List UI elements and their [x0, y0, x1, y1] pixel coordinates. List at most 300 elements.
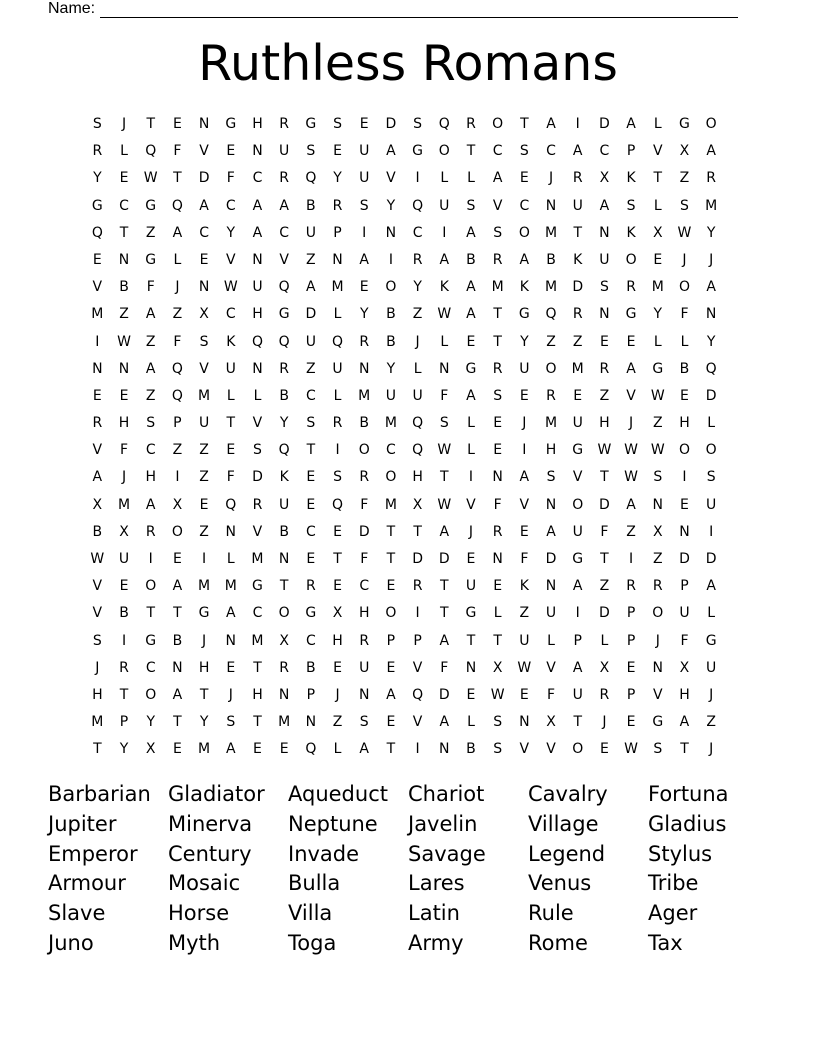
grid-letter[interactable]: J [629, 415, 634, 432]
grid-letter[interactable]: T [93, 741, 102, 758]
grid-letter[interactable]: L [440, 333, 449, 350]
grid-letter[interactable]: E [493, 442, 503, 459]
grid-letter[interactable]: C [252, 605, 263, 622]
grid-letter[interactable]: C [279, 224, 290, 241]
grid-letter[interactable]: A [546, 116, 556, 132]
grid-letter[interactable]: Y [93, 170, 102, 187]
grid-letter[interactable]: F [680, 632, 689, 649]
grid-letter[interactable]: A [279, 197, 289, 214]
grid-letter[interactable]: U [706, 659, 717, 676]
grid-letter[interactable]: P [333, 224, 342, 241]
grid-letter[interactable]: N [172, 659, 183, 676]
grid-letter[interactable]: T [199, 686, 209, 703]
grid-letter[interactable]: Z [546, 333, 556, 350]
grid-letter[interactable]: U [359, 170, 370, 187]
grid-letter[interactable]: F [120, 442, 129, 459]
grid-letter[interactable]: T [600, 469, 609, 486]
grid-letter[interactable]: S [680, 197, 689, 214]
grid-letter[interactable]: V [572, 469, 583, 486]
grid-letter[interactable]: T [520, 116, 529, 132]
grid-letter[interactable]: L [333, 387, 342, 404]
grid-letter[interactable]: C [305, 387, 316, 404]
grid-letter[interactable]: L [467, 442, 475, 459]
grid-letter[interactable]: Q [145, 143, 157, 160]
grid-letter[interactable]: U [679, 605, 690, 622]
grid-letter[interactable]: E [333, 143, 342, 160]
grid-letter[interactable]: D [358, 523, 370, 540]
grid-letter[interactable]: A [439, 251, 450, 268]
grid-letter[interactable]: I [629, 551, 634, 567]
grid-letter[interactable]: E [306, 496, 316, 513]
grid-letter[interactable]: J [95, 659, 100, 676]
grid-letter[interactable]: I [682, 469, 687, 486]
grid-letter[interactable]: W [437, 306, 452, 323]
grid-letter[interactable]: Y [520, 333, 529, 350]
grid-letter[interactable]: A [252, 224, 263, 241]
grid-letter[interactable]: F [146, 279, 155, 296]
grid-letter[interactable]: O [705, 442, 717, 459]
grid-letter[interactable]: F [173, 143, 182, 160]
grid-letter[interactable]: C [386, 442, 396, 459]
grid-letter[interactable]: P [626, 686, 636, 703]
grid-letter[interactable]: R [279, 659, 290, 676]
grid-letter[interactable]: N [278, 551, 290, 567]
grid-letter[interactable]: E [119, 578, 129, 595]
grid-letter[interactable]: F [493, 496, 502, 513]
grid-letter[interactable]: Q [412, 442, 424, 459]
grid-letter[interactable]: B [466, 741, 476, 758]
grid-letter[interactable]: U [599, 251, 610, 268]
grid-letter[interactable]: A [359, 741, 369, 758]
grid-letter[interactable]: Z [199, 523, 209, 540]
grid-letter[interactable]: F [360, 496, 369, 513]
grid-letter[interactable]: G [278, 306, 290, 323]
grid-letter[interactable]: A [386, 686, 396, 703]
grid-letter[interactable]: Q [171, 197, 183, 214]
grid-letter[interactable]: Y [386, 197, 396, 214]
grid-letter[interactable]: V [492, 197, 503, 214]
grid-letter[interactable]: H [145, 469, 156, 486]
grid-letter[interactable]: A [572, 143, 583, 160]
grid-letter[interactable]: E [466, 686, 476, 703]
grid-letter[interactable]: A [519, 469, 530, 486]
grid-letter[interactable]: B [279, 387, 289, 404]
grid-letter[interactable]: C [119, 197, 129, 214]
grid-letter[interactable]: R [92, 143, 103, 160]
grid-letter[interactable]: G [705, 632, 717, 649]
grid-letter[interactable]: W [223, 279, 238, 296]
grid-letter[interactable]: A [306, 279, 316, 296]
grid-letter[interactable]: H [92, 686, 103, 703]
grid-letter[interactable]: E [466, 551, 476, 567]
grid-letter[interactable]: E [199, 251, 209, 268]
grid-letter[interactable]: W [650, 442, 665, 459]
grid-letter[interactable]: M [198, 387, 211, 404]
grid-letter[interactable]: W [490, 686, 505, 703]
grid-letter[interactable]: P [626, 632, 636, 649]
grid-letter[interactable]: E [493, 578, 503, 595]
grid-letter[interactable]: P [119, 714, 129, 731]
grid-letter[interactable]: C [225, 306, 236, 323]
grid-letter[interactable]: S [653, 469, 663, 486]
grid-letter[interactable]: S [706, 469, 716, 486]
grid-letter[interactable]: S [146, 415, 156, 432]
grid-letter[interactable]: M [491, 279, 504, 296]
grid-letter[interactable]: P [573, 632, 582, 649]
grid-letter[interactable]: G [305, 116, 317, 132]
grid-letter[interactable]: T [466, 143, 476, 160]
grid-letter[interactable]: N [225, 632, 237, 649]
grid-letter[interactable]: F [547, 686, 556, 703]
grid-letter[interactable]: L [467, 415, 475, 432]
grid-letter[interactable]: O [572, 496, 584, 513]
grid-letter[interactable]: R [412, 578, 423, 595]
grid-letter[interactable]: T [173, 714, 182, 731]
grid-letter[interactable]: U [305, 224, 316, 241]
grid-letter[interactable]: J [121, 469, 127, 486]
grid-letter[interactable]: Z [599, 387, 610, 404]
grid-letter[interactable]: T [440, 469, 449, 486]
grid-letter[interactable]: I [202, 551, 207, 567]
grid-letter[interactable]: A [466, 306, 476, 323]
grid-letter[interactable]: V [279, 251, 289, 268]
grid-letter[interactable]: I [709, 523, 714, 540]
grid-letter[interactable]: N [439, 741, 450, 758]
grid-letter[interactable]: V [199, 360, 209, 377]
grid-letter[interactable]: S [599, 279, 609, 296]
grid-letter[interactable]: M [571, 360, 584, 377]
grid-letter[interactable]: N [198, 279, 210, 296]
grid-letter[interactable]: G [572, 551, 584, 567]
grid-letter[interactable]: O [358, 442, 370, 459]
grid-letter[interactable]: U [225, 360, 236, 377]
grid-letter[interactable]: R [332, 197, 343, 214]
grid-letter[interactable]: T [253, 714, 262, 731]
grid-letter[interactable]: V [92, 279, 103, 296]
grid-letter[interactable]: J [548, 170, 554, 187]
grid-letter[interactable]: Z [706, 714, 716, 731]
grid-letter[interactable]: W [597, 442, 612, 459]
grid-letter[interactable]: E [92, 387, 102, 404]
grid-letter[interactable]: N [465, 659, 477, 676]
grid-letter[interactable]: A [439, 714, 450, 731]
grid-letter[interactable]: M [251, 632, 264, 649]
grid-letter[interactable]: O [678, 279, 690, 296]
grid-letter[interactable]: U [359, 659, 370, 676]
grid-letter[interactable]: T [306, 442, 316, 459]
grid-letter[interactable]: O [705, 116, 717, 132]
grid-letter[interactable]: J [655, 632, 660, 649]
grid-letter[interactable]: C [252, 170, 263, 187]
grid-letter[interactable]: S [626, 197, 636, 214]
grid-letter[interactable]: X [652, 523, 663, 540]
grid-letter[interactable]: A [546, 523, 556, 540]
grid-letter[interactable]: S [466, 197, 476, 214]
grid-letter[interactable]: A [199, 197, 209, 214]
grid-letter[interactable]: E [226, 143, 236, 160]
grid-letter[interactable]: X [599, 659, 610, 676]
grid-letter[interactable]: I [442, 224, 447, 241]
grid-letter[interactable]: R [119, 659, 129, 676]
grid-letter[interactable]: L [707, 605, 716, 622]
grid-letter[interactable]: M [651, 279, 664, 296]
grid-letter[interactable]: E [386, 578, 396, 595]
grid-letter[interactable]: E [333, 578, 342, 595]
grid-letter[interactable]: T [413, 523, 422, 540]
grid-letter[interactable]: E [279, 741, 289, 758]
grid-letter[interactable]: R [706, 170, 717, 187]
grid-letter[interactable]: Z [332, 714, 343, 731]
grid-letter[interactable]: E [386, 714, 396, 731]
grid-letter[interactable]: V [92, 442, 103, 459]
grid-letter[interactable]: R [359, 632, 370, 649]
grid-letter[interactable]: G [652, 360, 664, 377]
grid-letter[interactable]: T [146, 605, 155, 622]
grid-letter[interactable]: R [305, 578, 316, 595]
grid-letter[interactable]: V [519, 496, 530, 513]
grid-letter[interactable]: E [519, 686, 529, 703]
grid-letter[interactable]: E [573, 387, 583, 404]
grid-letter[interactable]: J [682, 251, 687, 268]
grid-letter[interactable]: L [653, 197, 662, 214]
grid-letter[interactable]: C [305, 632, 316, 649]
grid-letter[interactable]: U [412, 387, 423, 404]
grid-letter[interactable]: C [305, 523, 316, 540]
grid-letter[interactable]: G [91, 197, 103, 214]
grid-letter[interactable]: C [359, 578, 370, 595]
grid-letter[interactable]: V [626, 387, 636, 404]
grid-letter[interactable]: E [519, 523, 529, 540]
grid-letter[interactable]: O [145, 686, 157, 703]
grid-letter[interactable]: S [199, 333, 209, 350]
grid-letter[interactable]: A [145, 496, 156, 513]
grid-letter[interactable]: T [333, 551, 342, 567]
grid-letter[interactable]: C [145, 659, 156, 676]
grid-letter[interactable]: E [653, 251, 663, 268]
grid-letter[interactable]: S [333, 116, 342, 132]
grid-letter[interactable]: H [252, 116, 263, 132]
grid-letter[interactable]: K [626, 224, 636, 241]
grid-letter[interactable]: U [572, 686, 583, 703]
grid-letter[interactable]: Z [145, 333, 156, 350]
grid-letter[interactable]: A [706, 578, 716, 595]
grid-letter[interactable]: M [251, 551, 264, 567]
grid-letter[interactable]: U [572, 197, 583, 214]
grid-letter[interactable]: H [332, 632, 343, 649]
grid-letter[interactable]: O [438, 143, 450, 160]
grid-letter[interactable]: R [572, 306, 583, 323]
grid-letter[interactable]: X [279, 632, 289, 649]
grid-letter[interactable]: A [145, 306, 156, 323]
grid-letter[interactable]: K [519, 279, 529, 296]
grid-letter[interactable]: E [359, 116, 369, 132]
grid-letter[interactable]: Z [599, 578, 610, 595]
grid-letter[interactable]: A [572, 578, 583, 595]
grid-letter[interactable]: Z [172, 306, 183, 323]
grid-letter[interactable]: T [119, 224, 129, 241]
grid-letter[interactable]: L [467, 714, 475, 731]
grid-letter[interactable]: U [332, 360, 343, 377]
grid-letter[interactable]: L [226, 387, 235, 404]
grid-letter[interactable]: E [626, 659, 636, 676]
grid-letter[interactable]: Z [145, 387, 156, 404]
grid-letter[interactable]: A [706, 143, 716, 160]
grid-letter[interactable]: B [386, 333, 396, 350]
grid-letter[interactable]: N [332, 251, 343, 268]
grid-letter[interactable]: V [225, 251, 236, 268]
grid-letter[interactable]: Z [172, 442, 183, 459]
grid-letter[interactable]: I [388, 251, 393, 268]
grid-letter[interactable]: P [626, 605, 636, 622]
grid-letter[interactable]: V [252, 415, 263, 432]
grid-letter[interactable]: E [119, 387, 129, 404]
grid-letter[interactable]: B [172, 632, 183, 649]
grid-letter[interactable]: Z [626, 523, 636, 540]
grid-letter[interactable]: G [145, 197, 157, 214]
grid-letter[interactable]: X [412, 496, 423, 513]
grid-letter[interactable]: R [466, 116, 476, 132]
grid-letter[interactable]: L [493, 605, 502, 622]
grid-letter[interactable]: E [493, 415, 503, 432]
grid-letter[interactable]: U [572, 415, 583, 432]
grid-letter[interactable]: S [333, 469, 342, 486]
grid-letter[interactable]: T [279, 578, 289, 595]
grid-letter[interactable]: B [119, 279, 129, 296]
grid-letter[interactable]: V [466, 496, 476, 513]
grid-letter[interactable]: I [121, 632, 127, 649]
grid-letter[interactable]: G [652, 714, 664, 731]
grid-letter[interactable]: R [572, 170, 583, 187]
grid-letter[interactable]: Q [91, 224, 103, 241]
grid-letter[interactable]: Z [306, 251, 316, 268]
grid-letter[interactable]: B [386, 306, 396, 323]
grid-letter[interactable]: I [335, 442, 340, 459]
grid-letter[interactable]: P [413, 632, 422, 649]
grid-letter[interactable]: S [92, 632, 102, 649]
grid-letter[interactable]: E [226, 659, 236, 676]
grid-letter[interactable]: G [679, 116, 690, 132]
grid-letter[interactable]: R [92, 415, 103, 432]
grid-letter[interactable]: T [146, 116, 155, 132]
grid-letter[interactable]: O [572, 741, 584, 758]
grid-letter[interactable]: Z [572, 333, 583, 350]
name-field[interactable] [48, 0, 738, 18]
grid-letter[interactable]: W [624, 442, 639, 459]
grid-letter[interactable]: X [172, 496, 183, 513]
grid-letter[interactable]: A [572, 659, 583, 676]
grid-letter[interactable]: Z [306, 360, 316, 377]
grid-letter[interactable]: E [626, 714, 636, 731]
grid-letter[interactable]: N [652, 496, 664, 513]
grid-letter[interactable]: D [385, 116, 397, 132]
grid-letter[interactable]: S [226, 714, 236, 731]
grid-letter[interactable]: I [415, 605, 420, 622]
grid-letter[interactable]: U [305, 333, 316, 350]
grid-letter[interactable]: U [385, 387, 397, 404]
grid-letter[interactable]: G [625, 306, 637, 323]
grid-letter[interactable]: R [332, 415, 343, 432]
grid-letter[interactable]: V [546, 659, 556, 676]
grid-letter[interactable]: M [224, 578, 237, 595]
grid-letter[interactable]: S [359, 714, 369, 731]
grid-letter[interactable]: E [172, 551, 182, 567]
grid-letter[interactable]: G [145, 632, 157, 649]
grid-letter[interactable]: Y [226, 224, 236, 241]
grid-letter[interactable]: T [440, 578, 449, 595]
grid-letter[interactable]: M [544, 224, 558, 241]
grid-letter[interactable]: R [279, 360, 290, 377]
grid-letter[interactable]: E [519, 170, 529, 187]
grid-letter[interactable]: T [466, 632, 476, 649]
grid-letter[interactable]: Y [199, 714, 209, 731]
grid-letter[interactable]: G [145, 251, 157, 268]
grid-letter[interactable]: T [440, 605, 449, 622]
grid-letter[interactable]: E [680, 387, 689, 404]
grid-letter[interactable]: O [518, 224, 530, 241]
grid-letter[interactable]: N [679, 523, 690, 540]
grid-letter[interactable]: E [519, 387, 529, 404]
grid-letter[interactable]: Z [145, 224, 156, 241]
grid-letter[interactable]: H [358, 605, 370, 622]
grid-letter[interactable]: R [599, 686, 610, 703]
grid-letter[interactable]: R [546, 387, 556, 404]
grid-letter[interactable]: D [572, 279, 584, 296]
grid-letter[interactable]: U [118, 551, 130, 567]
grid-letter[interactable]: X [332, 605, 343, 622]
grid-letter[interactable]: D [679, 551, 690, 567]
grid-letter[interactable]: A [599, 197, 610, 214]
grid-letter[interactable]: Y [359, 306, 369, 323]
grid-letter[interactable]: R [652, 578, 663, 595]
grid-letter[interactable]: D [599, 116, 610, 132]
grid-letter[interactable]: Z [199, 442, 209, 459]
grid-letter[interactable]: N [599, 306, 610, 323]
grid-letter[interactable]: N [252, 360, 263, 377]
grid-letter[interactable]: D [705, 551, 717, 567]
grid-letter[interactable]: S [253, 442, 262, 459]
grid-letter[interactable]: O [492, 116, 504, 132]
grid-letter[interactable]: L [333, 741, 342, 758]
grid-letter[interactable]: I [415, 741, 420, 758]
grid-letter[interactable]: M [278, 714, 291, 731]
grid-letter[interactable]: W [677, 224, 692, 241]
grid-letter[interactable]: C [225, 197, 236, 214]
grid-letter[interactable]: U [198, 415, 210, 432]
grid-letter[interactable]: D [705, 387, 717, 404]
grid-letter[interactable]: A [439, 632, 450, 649]
grid-letter[interactable]: N [545, 197, 557, 214]
grid-letter[interactable]: F [226, 469, 235, 486]
grid-letter[interactable]: F [440, 387, 449, 404]
grid-letter[interactable]: E [253, 741, 262, 758]
grid-letter[interactable]: U [706, 496, 717, 513]
grid-letter[interactable]: Y [333, 170, 342, 187]
grid-letter[interactable]: U [519, 360, 530, 377]
grid-letter[interactable]: O [652, 605, 664, 622]
grid-letter[interactable]: E [306, 469, 316, 486]
grid-letter[interactable]: Q [305, 741, 317, 758]
grid-letter[interactable]: G [198, 605, 210, 622]
grid-letter[interactable]: R [626, 279, 636, 296]
grid-letter[interactable]: Y [706, 224, 716, 241]
grid-letter[interactable]: A [626, 360, 636, 377]
grid-letter[interactable]: L [120, 143, 128, 160]
grid-letter[interactable]: T [173, 170, 182, 187]
grid-letter[interactable]: M [91, 306, 104, 323]
grid-letter[interactable]: L [413, 360, 422, 377]
grid-letter[interactable]: N [545, 496, 557, 513]
name-underline[interactable] [100, 2, 738, 18]
